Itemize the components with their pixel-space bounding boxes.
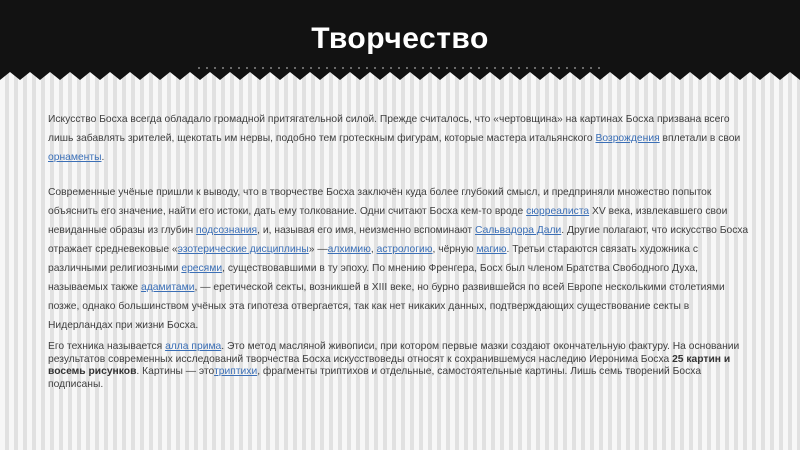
link-astrology[interactable]: астрологию [376, 244, 433, 255]
text-run: Современные учёные пришли к выводу, что в творчестве Босха заключён куда более глубокий смысл, и предприняли множество попыток объяснить его значение, найти его истоки, дать ему толкование. Одни считают Босха кем-то вроде [48, 187, 712, 217]
link-surrealist[interactable]: сюрреалиста [526, 206, 590, 217]
text-run: » — [308, 244, 328, 255]
bold-text-works-count: 25 картин и восемь рисунков [48, 353, 731, 378]
text-run: , и, называя его имя, неизменно вспоминают [257, 225, 476, 236]
link-magic[interactable]: магию [476, 244, 507, 255]
link-alla-prima[interactable]: алла прима [165, 341, 222, 352]
article-body [48, 110, 754, 391]
text-run: Искусство Босха всегда обладало громадной притягательной силой. Прежде считалось, что «чертовщина» на картинах Босха призвана всего лишь забавлять зрителей, щекотать им нервы, подобно тем гротескным фигурам, которые мастера итальянского [48, 114, 730, 144]
dotted-divider [195, 66, 605, 70]
link-heresies[interactable]: ересями [181, 263, 223, 274]
page-title: Творчество [311, 22, 489, 55]
link-subconscious[interactable]: подсознания [196, 225, 258, 236]
link-alchemy[interactable]: алхимию [327, 244, 371, 255]
link-triptychs[interactable]: триптихи [214, 366, 258, 378]
link-ornaments[interactable]: орнаменты [48, 152, 102, 163]
paragraph-2 [48, 183, 754, 335]
text-run: , фрагменты триптихов и отдельные, самостоятельные картины. Лишь семь творений Босха подписаны. [48, 366, 702, 390]
link-esoteric-disciplines[interactable]: эзотерические дисциплины [177, 244, 309, 255]
paragraph-3 [48, 341, 754, 391]
link-renaissance[interactable]: Возрождения [595, 133, 660, 144]
text-run: , — еретической секты, возникшей в XIII веке, но бурно развившейся по всей Европе несколькими столетиями позже, однако большинством учёных эта гипотеза отвергается, так как нет никаких данных, подтверждающих существование секты в Нидерландах при жизни Босха. [48, 282, 725, 331]
text-run: , чёрную [432, 244, 477, 255]
header-banner [0, 0, 800, 90]
text-run: . Это метод масляной живописи, при котором первые мазки создают окончательную фактуру. На основании результатов современных исследований творчества Босха искусствоведы относят к сохранившемуся наследию Иеронима Босха [48, 341, 740, 365]
text-run: . Другие полагают, что искусство Босха отражает средневековые « [48, 225, 749, 255]
text-run: . Картины — это [136, 366, 215, 378]
text-run: XV века, извлекавшего свои невиданные образы из глубин [48, 206, 728, 236]
text-run: вплетали в свои [659, 133, 741, 144]
text-run: , [370, 244, 377, 255]
text-run: , существовавшими в ту эпоху. По мнению Френгера, Босх был членом Братства Свободного Духа, называемых также [48, 263, 698, 293]
text-run: Его техника называется [48, 341, 166, 352]
paragraph-1 [48, 110, 754, 167]
text-run: . [101, 152, 105, 163]
link-salvador-dali[interactable]: Сальвадора Дали [475, 225, 562, 236]
text-run: . Третьи стараются связать художника с различными религиозными [48, 244, 698, 274]
link-adamites[interactable]: адамитами [141, 282, 195, 293]
